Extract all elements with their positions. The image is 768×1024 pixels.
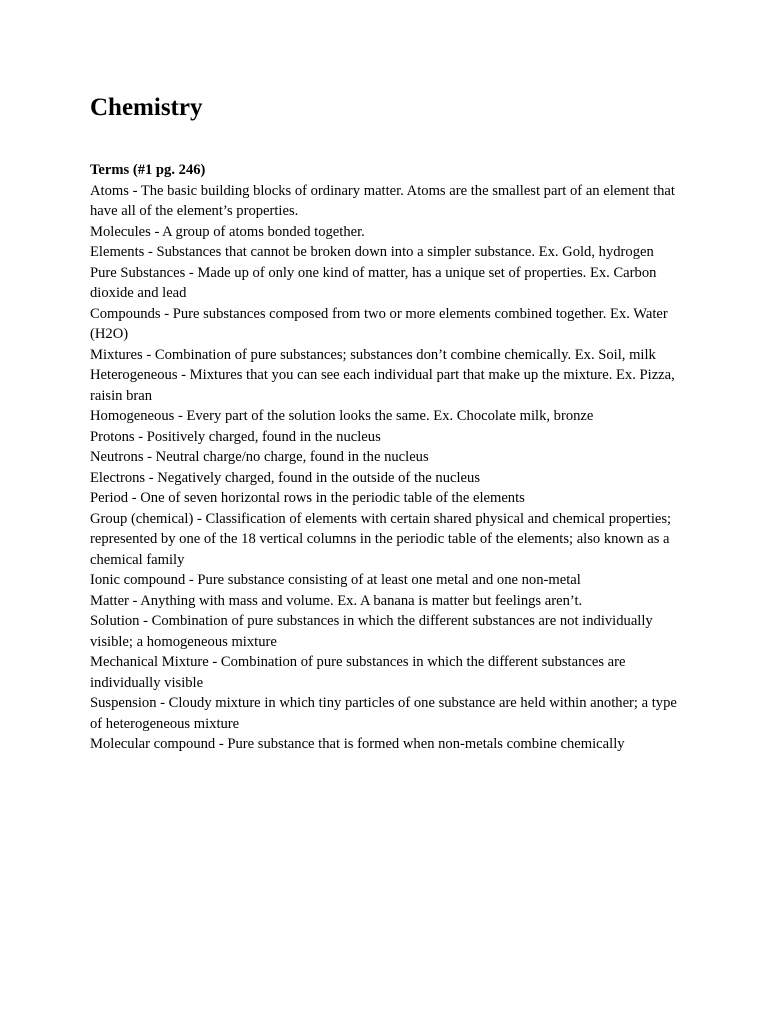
term-definition: Compounds - Pure substances composed from two or more elements combined together. Ex. Water (H2O)	[90, 305, 668, 342]
term-definition: Pure Substances - Made up of only one kind of matter, has a unique set of properties. Ex. Carbon dioxide and lead	[90, 264, 657, 301]
page-title: Chemistry	[90, 94, 203, 121]
term-definition: Homogeneous - Every part of the solution looks the same. Ex. Chocolate milk, bronze	[90, 408, 594, 424]
term-list	[90, 181, 680, 755]
term-definition: Protons - Positively charged, found in the nucleus	[90, 428, 381, 445]
term-definition: Group (chemical) - Classification of elements with certain shared physical and chemical properties; represented by one of the 18 vertical columns in the periodic table of the elements; also known as a chemical family	[90, 510, 672, 568]
term-definition: Mixtures - Combination of pure substances; substances don’t combine chemically. Ex. Soil, milk	[90, 346, 656, 363]
term-definition: Heterogeneous - Mixtures that you can see each individual part that make up the mixture. Ex. Pizza, raisin bran	[90, 367, 675, 404]
term-definition: Matter - Anything with mass and volume. Ex. A banana is matter but feelings aren’t.	[90, 592, 583, 609]
term-definition: Neutrons - Neutral charge/no charge, found in the nucleus	[90, 449, 429, 465]
document-page	[90, 92, 680, 755]
term-definition: Suspension - Cloudy mixture in which tiny particles of one substance are held within another; a type of heterogeneous mixture	[90, 695, 677, 732]
term-definition: Molecules - A group of atoms bonded together.	[90, 223, 365, 240]
term-definition: Solution - Combination of pure substances in which the different substances are not individually visible; a homogeneous mixture	[90, 613, 653, 650]
term-definition: Molecular compound - Pure substance that is formed when non-metals combine chemically	[90, 736, 625, 752]
term-definition: Ionic compound - Pure substance consisting of at least one metal and one non-metal	[90, 572, 581, 588]
section-heading: Terms (#1 pg. 246)	[90, 162, 206, 178]
term-definition: Mechanical Mixture - Combination of pure substances in which the different substances are individually visible	[90, 654, 626, 691]
term-definition: Atoms - The basic building blocks of ordinary matter. Atoms are the smallest part of an element that have all of the element’s properties.	[90, 182, 675, 219]
term-definition: Period - One of seven horizontal rows in the periodic table of the elements	[90, 490, 525, 506]
term-definition: Electrons - Negatively charged, found in the outside of the nucleus	[90, 469, 480, 486]
term-definition: Elements - Substances that cannot be broken down into a simpler substance. Ex. Gold, hydrogen	[90, 244, 654, 260]
